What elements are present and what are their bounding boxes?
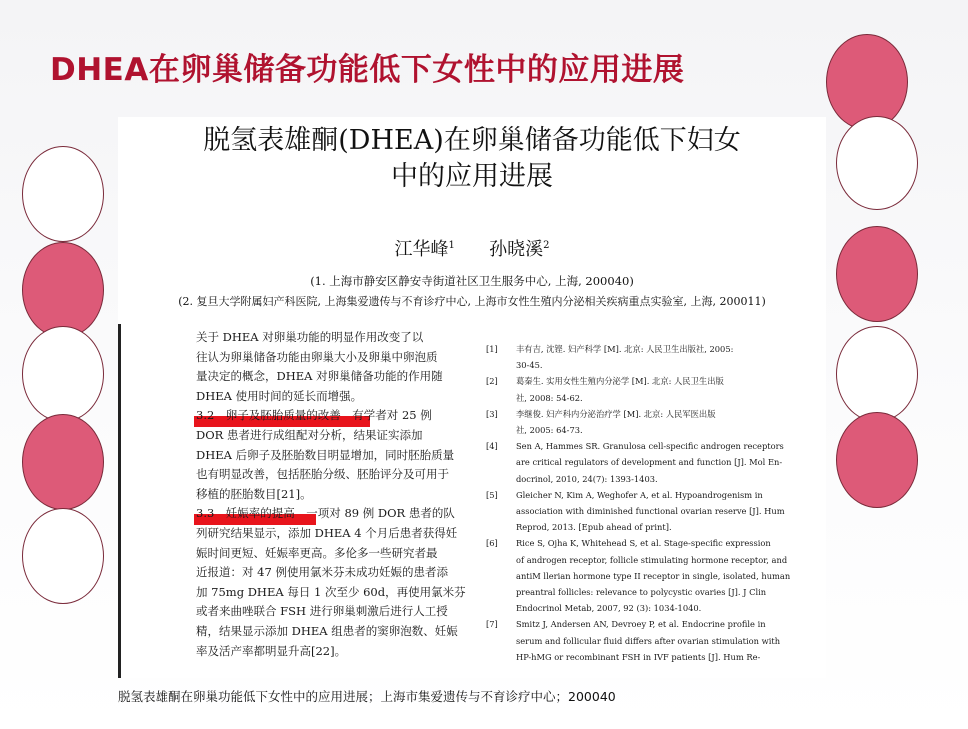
reference-line: docrinol, 2010, 24(7): 1393-1403. <box>516 473 658 484</box>
decor-circle <box>836 116 918 210</box>
reference-line: serum and follicular fluid differs after ovarian stimulation with <box>516 635 781 646</box>
decor-circle <box>22 508 104 604</box>
body-line: 往认为卵巢储备功能由卵巢大小及卵巢中卵泡质 <box>196 349 438 364</box>
reference-line: 社, 2008: 54-62. <box>516 392 583 403</box>
reference-number: [6] <box>486 538 498 549</box>
body-line: 精，结果显示添加 DHEA 组患者的窦卵泡数、妊娠 <box>196 623 458 638</box>
paper-affiliation: (2. 复旦大学附属妇产科医院, 上海集爱遗传与不育诊疗中心, 上海市女性生殖内分泌相关疾病重点实验室, 上海, 200011) <box>178 295 766 308</box>
author-affiliation-mark: 2 <box>543 240 550 251</box>
reference-item <box>486 616 781 665</box>
reference-number: [1] <box>486 344 498 354</box>
body-line: DHEA 后卵子及胚胎数目明显增加，同时胚胎质量 <box>196 447 455 462</box>
reference-line: Rice S, Ojha K, Whitehead S, et al. Stage-specific expression <box>516 538 771 549</box>
body-line: DHEA 使用时间的延长而增强。 <box>196 388 363 403</box>
decor-circle <box>836 326 918 422</box>
slide-caption: 脱氢表雄酮在卵巢功能低下女性中的应用进展；上海市集爱遗传与不育诊疗中心；200040 <box>118 689 616 704</box>
author-affiliation-mark: 1 <box>448 240 455 251</box>
reference-item <box>486 373 756 405</box>
reference-item <box>486 406 756 438</box>
reference-number: [7] <box>486 619 498 630</box>
reference-number: [5] <box>486 489 498 500</box>
reference-line: association with diminished functional ovarian reserve [J]. Hum <box>516 506 785 517</box>
section-heading-line: 3.3 妊娠率的提高 一项对 89 例 DOR 患者的队 <box>196 504 466 524</box>
body-line: 列研究结果显示，添加 DHEA 4 个月后患者获得妊 <box>196 525 458 540</box>
author-name: 江华峰 <box>394 239 449 260</box>
body-line: 移植的胚胎数目[21]。 <box>196 486 312 501</box>
body-text-column <box>196 328 466 661</box>
body-line: 关于 DHEA 对卵巢功能的明显作用改变了以 <box>196 330 424 344</box>
body-line: 也有明显改善，包括胚胎分级、胚胎评分及可用于 <box>196 467 449 482</box>
paper-title-line2: 中的应用进展 <box>391 161 553 192</box>
paper-affiliation: (1. 上海市静安区静安寺街道社区卫生服务中心, 上海, 200040) <box>310 274 634 288</box>
reference-line: 30-45. <box>516 360 543 371</box>
reference-item <box>486 535 791 616</box>
decor-circle <box>22 326 104 422</box>
reference-item <box>486 438 784 487</box>
decor-circle <box>22 242 104 338</box>
paper-authors <box>118 235 826 261</box>
reference-line: HP-hMG or recombinant FSH in IVF patients [J]. Hum Re- <box>516 651 761 662</box>
section-heading-line: 3.2 卵子及胚胎质量的改善 有学者对 25 例 <box>196 406 466 426</box>
reference-line: Reprod, 2013. [Epub ahead of print]. <box>516 522 672 533</box>
reference-line: Gleicher N, Kim A, Weghofer A, et al. Hypoandrogenism in <box>516 489 763 500</box>
reference-line: 丰有吉, 沈铿. 妇产科学 [M]. 北京: 人民卫生出版社, 2005: <box>516 344 734 354</box>
reference-line: antiM llerian hormone type II receptor in single, isolated, human <box>516 570 791 581</box>
body-line: 近报道：对 47 例使用氯米芬未成功妊娠的患者添 <box>196 565 448 580</box>
decor-circle <box>836 412 918 508</box>
body-line: 或者来曲唑联合 FSH 进行卵巢刺激后进行人工授 <box>196 604 448 619</box>
body-line: 量决定的概念，DHEA 对卵巢储备功能的作用随 <box>196 369 443 384</box>
decor-circle <box>22 146 104 242</box>
reference-line: 社, 2005: 64-73. <box>516 425 583 436</box>
reference-line: of androgen receptor, follicle stimulating hormone receptor, and <box>516 554 788 565</box>
reference-line: Smitz J, Andersen AN, Devroey P, et al. Endocrine profile in <box>516 619 766 630</box>
reference-line: preantral follicles: relevance to polycystic ovaries [J]. J Clin <box>516 587 767 598</box>
author-name: 孙晓溪 <box>489 239 544 260</box>
decor-circle <box>22 414 104 510</box>
decor-circle <box>836 226 918 322</box>
reference-number: [3] <box>486 408 498 419</box>
reference-item <box>486 341 756 373</box>
slide-title: DHEA在卵巢储备功能低下女性中的应用进展 <box>50 52 685 88</box>
reference-line: are critical regulators of development and function [J]. Mol En- <box>516 457 783 468</box>
reference-number: [4] <box>486 441 498 452</box>
column-edge-line <box>118 324 121 678</box>
reference-item <box>486 487 785 536</box>
body-line: 加 75mg DHEA 每日 1 次至少 60d，再使用氯米芬 <box>196 584 466 599</box>
references-column <box>486 341 791 665</box>
reference-line: Endocrinol Metab, 2007, 92 (3): 1034-1040. <box>516 603 702 614</box>
decor-circle <box>826 34 908 130</box>
reference-number: [2] <box>486 376 498 387</box>
reference-line: 葛秦生. 实用女性生殖内分泌学 [M]. 北京: 人民卫生出版 <box>516 376 724 387</box>
body-line: 娠时间更短、妊娠率更高。多伦多一些研究者最 <box>196 545 438 560</box>
paper-title-line1: 脱氢表雄酮(DHEA)在卵巢储备功能低下妇女 <box>203 125 741 156</box>
body-line: DOR 患者进行成组配对分析，结果证实添加 <box>196 427 423 442</box>
body-line: 率及活产率都明显升高[22]。 <box>196 643 347 658</box>
paper-image <box>118 117 826 678</box>
reference-line: 李继俊. 妇产科内分泌治疗学 [M]. 北京: 人民军医出版 <box>516 408 716 419</box>
reference-line: Sen A, Hammes SR. Granulosa cell-specific androgen receptors <box>516 441 784 452</box>
